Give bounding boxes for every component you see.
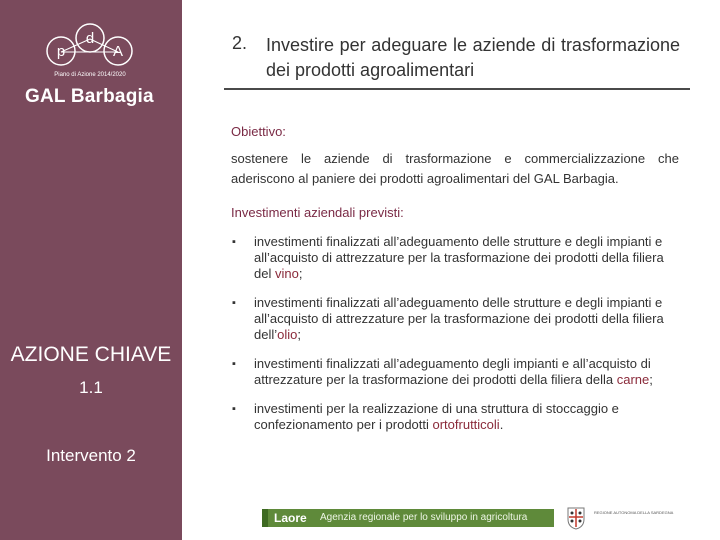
square-bullet-icon: ▪ [232,358,236,370]
objective-text: sostenere le aziende di trasformazione e commercializzazione che aderiscono al paniere dei prodotti agroalimentari del GAL Barbagia. [231,151,679,186]
square-bullet-icon: ▪ [232,403,236,415]
title-number: 2. [232,33,248,53]
objective-label: Obiettivo: [231,124,286,139]
square-bullet-icon: ▪ [232,236,236,248]
item-highlight: vino [274,266,299,281]
title-divider [224,88,690,90]
page-title: Investire per adeguare le aziende di trasformazione dei prodotti agroalimentari [266,35,680,80]
laore-footer-banner [262,509,554,527]
item-highlight: olio [277,327,298,342]
logo-letter-p: p [56,43,66,60]
region-crest-icon [566,506,586,530]
item-text: investimenti finalizzati all’adeguamento degli impianti e all’acquisto di attrezzature per la trasformazione dei prodotti della filiera della [254,356,651,387]
logo-letter-d: d [85,30,95,47]
intervento-label: Intervento 2 [46,446,136,465]
square-bullet-icon: ▪ [232,297,236,309]
azione-number: 1.1 [79,378,103,397]
azione-chiave-label: AZIONE CHIAVE [10,343,172,366]
logo-letter-a: A [112,43,124,60]
investments-label: Investimenti aziendali previsti: [231,205,404,220]
logo-name: GAL Barbagia [25,86,154,107]
logo-subtitle: Piano di Azione 2014/2020 [54,72,126,78]
item-end: ; [297,327,301,342]
list-item [232,234,672,282]
item-text: investimenti per la realizzazione di una struttura di stoccaggio e confezionamento per i prodotti [254,401,619,432]
item-end: . [499,417,504,432]
item-text: investimenti finalizzati all’adeguamento delle strutture e degli impianti e all’acquisto di attrezzature per la trasformazione dei prodotti della filiera del [254,234,664,281]
pda-logo-icon [28,22,158,82]
crest-text: REGIONE AUTONOMA DELLA SARDEGNA [594,510,674,515]
footer-tagline: Agenzia regionale per lo sviluppo in agricoltura [320,512,528,523]
sidebar [0,0,182,540]
item-end: ; [298,266,303,281]
item-highlight: ortofrutticoli [432,417,500,432]
list-item [232,295,672,343]
item-text: investimenti finalizzati all’adeguamento delle strutture e degli impianti e all’acquisto di attrezzature per la trasformazione dei prodotti della filiera dell’ [254,295,664,342]
footer-brand: Laore [274,511,307,525]
item-end: ; [649,372,653,387]
investments-list [232,234,672,446]
list-item [232,401,672,433]
item-highlight: carne [616,372,650,387]
list-item [232,356,672,388]
